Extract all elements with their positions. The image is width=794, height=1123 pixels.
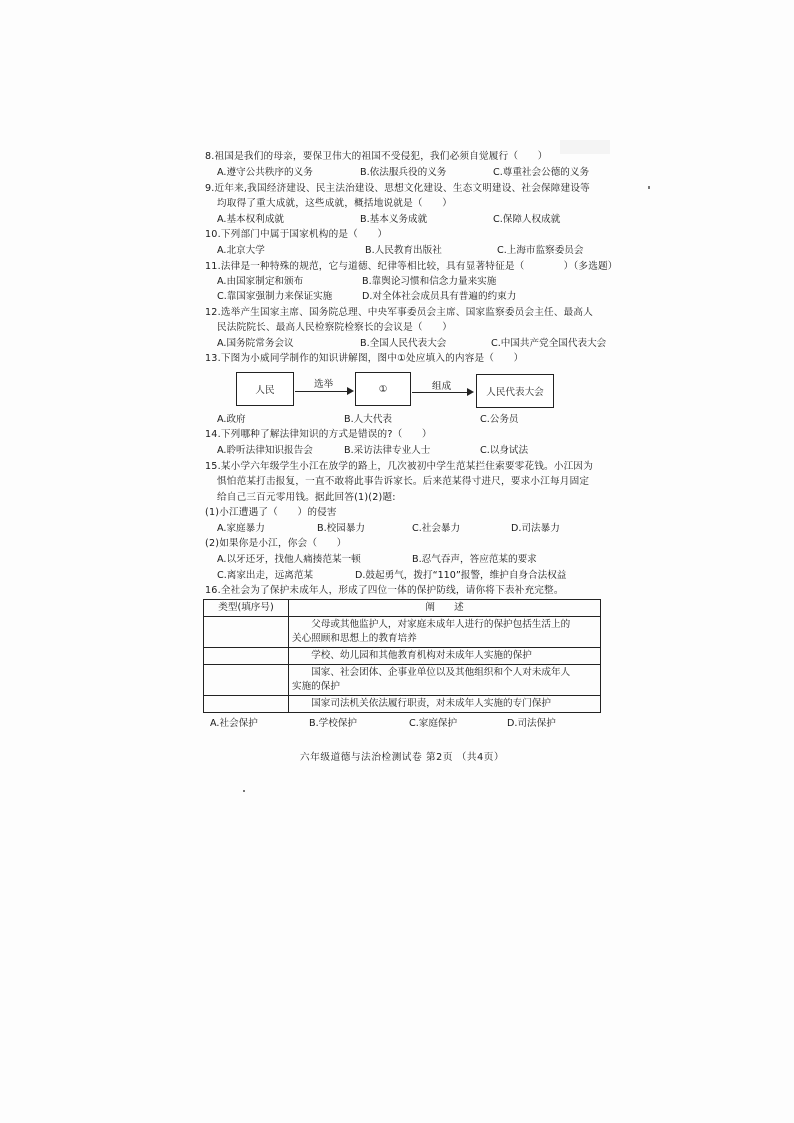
table-header-row bbox=[204, 600, 601, 617]
q12-stem-line2: 民法院院长、最高人民检察院检察长的会议是（ ） bbox=[217, 322, 453, 333]
table-type-cell[interactable] bbox=[204, 617, 289, 648]
q8-option-a[interactable]: A.遵守公共秩序的义务 bbox=[217, 167, 313, 178]
q11-stem: 11.法律是一种特殊的规范，它与道德、纪律等相比较，具有显著特征是（ ）（多选题） bbox=[205, 261, 618, 272]
table-desc-cell bbox=[289, 696, 601, 713]
table-row bbox=[204, 617, 601, 648]
q15-sub2-option-d[interactable]: D.鼓起勇气，拨打“110”报警，维护自身合法权益 bbox=[355, 570, 567, 581]
diagram-arrow-elect-label: 选举 bbox=[314, 379, 334, 390]
q12-option-a[interactable]: A.国务院常务会议 bbox=[217, 338, 294, 349]
q9-option-a[interactable]: A.基本权利成就 bbox=[217, 214, 285, 225]
table-type-cell[interactable] bbox=[204, 648, 289, 665]
q15-sub1-option-a[interactable]: A.家庭暴力 bbox=[217, 523, 265, 534]
q9-option-c[interactable]: C.保障人权成就 bbox=[493, 214, 561, 225]
table-header-type: 类型(填序号) bbox=[204, 600, 289, 617]
q15-sub2-option-c[interactable]: C.离家出走，远离范某 bbox=[217, 570, 314, 581]
table-type-cell[interactable] bbox=[204, 696, 289, 713]
q13-option-b[interactable]: B.人大代表 bbox=[344, 414, 393, 425]
q11-option-a[interactable]: A.由国家制定和颁布 bbox=[217, 276, 304, 287]
diagram-box-congress bbox=[476, 374, 554, 408]
q11-option-c[interactable]: C.靠国家强制力来保证实施 bbox=[217, 291, 333, 302]
table-desc-cell bbox=[289, 665, 601, 696]
table-desc-cell bbox=[289, 648, 601, 665]
q13-option-a[interactable]: A.政府 bbox=[217, 414, 246, 425]
q15-stem-line1: 15.某小学六年级学生小江在放学的路上，几次被初中学生范某拦住索要零花钱。小江因为 bbox=[205, 461, 594, 472]
diagram-box-blank bbox=[355, 372, 411, 406]
q15-sub1-option-d[interactable]: D.司法暴力 bbox=[511, 523, 560, 534]
q10-option-a[interactable]: A.北京大学 bbox=[217, 245, 265, 256]
diagram-arrowhead-elect bbox=[347, 387, 354, 395]
table-header-desc: 阐 述 bbox=[289, 600, 601, 617]
q11-option-d[interactable]: D.对全体社会成员具有普遍的约束力 bbox=[362, 291, 517, 302]
q15-sub2-option-b[interactable]: B.忍气吞声，答应范某的要求 bbox=[412, 554, 537, 565]
q16-option-b[interactable]: B.学校保护 bbox=[309, 718, 358, 729]
q15-sub1-stem: (1)小江遭遇了（ ）的侵害 bbox=[205, 507, 337, 518]
q14-stem: 14.下列哪种了解法律知识的方式是错误的?（ ） bbox=[205, 429, 432, 440]
q16-option-d[interactable]: D.司法保护 bbox=[507, 718, 556, 729]
table-desc-line: 国家、社会团体、企事业单位以及其他组织和个人对未成年人 bbox=[311, 667, 571, 678]
q8-stem: 8.祖国是我们的母亲，要保卫伟大的祖国不受侵犯，我们必须自觉履行（ ） bbox=[205, 151, 548, 162]
table-row bbox=[204, 665, 601, 696]
scan-speck bbox=[243, 790, 245, 792]
q14-option-c[interactable]: C.以身试法 bbox=[480, 445, 529, 456]
table-desc-line: 父母或其他监护人，对家庭未成年人进行的保护包括生活上的 bbox=[311, 619, 571, 630]
q11-option-b[interactable]: B.靠舆论习惯和信念力量来实施 bbox=[362, 276, 497, 287]
q14-option-b[interactable]: B.采访法律专业人士 bbox=[344, 445, 431, 456]
diagram-arrow-elect bbox=[295, 391, 347, 392]
q10-option-b[interactable]: B.人民教育出版社 bbox=[365, 245, 442, 256]
q15-stem-line2: 惧怕范某打击报复，一直不敢将此事告诉家长。后来范某得寸进尺，要求小江每月固定 bbox=[217, 476, 590, 487]
q15-sub1-option-b[interactable]: B.校园暴力 bbox=[317, 523, 366, 534]
scan-speck bbox=[648, 186, 650, 189]
diagram-box-congress-label: 人民代表大会 bbox=[486, 387, 544, 398]
diagram-box-people bbox=[236, 372, 294, 406]
table-row bbox=[204, 696, 601, 713]
table-type-cell[interactable] bbox=[204, 665, 289, 696]
q15-sub2-stem: (2)如果你是小江，你会（ ） bbox=[205, 538, 347, 549]
q15-sub1-option-c[interactable]: C.社会暴力 bbox=[412, 523, 461, 534]
q12-stem-line1: 12.选举产生国家主席、国务院总理、中央军事委员会主席、国家监察委员会主任、最高人 bbox=[205, 307, 594, 318]
q16-stem: 16.全社会为了保护未成年人，形成了四位一体的保护防线，请你将下表补充完整。 bbox=[205, 585, 564, 596]
protection-table bbox=[203, 599, 601, 713]
table-desc-line: 实施的保护 bbox=[292, 681, 340, 692]
q9-stem-line1: 9.近年来,我国经济建设、民主法治建设、思想文化建设、生态文明建设、社会保障建设等 bbox=[205, 183, 590, 194]
diagram-arrow-form bbox=[412, 392, 467, 393]
q10-option-c[interactable]: C.上海市监察委员会 bbox=[497, 245, 584, 256]
q13-option-c[interactable]: C.公务员 bbox=[480, 414, 519, 425]
scan-shadow bbox=[560, 140, 610, 154]
page-footer: 六年级道德与法治检测试卷 第2页 （共4页） bbox=[300, 752, 505, 763]
q12-option-c[interactable]: C.中国共产党全国代表大会 bbox=[491, 338, 607, 349]
q15-sub2-option-a[interactable]: A.以牙还牙，找他人痛揍范某一顿 bbox=[217, 554, 361, 565]
q14-option-a[interactable]: A.聆听法律知识报告会 bbox=[217, 445, 313, 456]
diagram-arrowhead-form bbox=[467, 388, 474, 396]
q10-stem: 10.下列部门中属于国家机构的是（ ） bbox=[205, 229, 388, 240]
diagram-arrow-form-label: 组成 bbox=[432, 381, 452, 392]
table-desc-cell bbox=[289, 617, 601, 648]
diagram-box-blank-label: ① bbox=[378, 383, 388, 395]
q16-option-a[interactable]: A.社会保护 bbox=[210, 718, 258, 729]
q9-option-b[interactable]: B.基本义务成就 bbox=[360, 214, 428, 225]
q8-option-b[interactable]: B.依法服兵役的义务 bbox=[360, 167, 447, 178]
table-desc-line: 学校、幼儿园和其他教育机构对未成年人实施的保护 bbox=[311, 650, 532, 661]
q8-option-c[interactable]: C.尊重社会公德的义务 bbox=[493, 167, 590, 178]
q15-stem-line3: 给自己三百元零用钱。据此回答(1)(2)题: bbox=[217, 492, 396, 503]
table-desc-line: 关心照顾和思想上的教育培养 bbox=[292, 633, 417, 644]
q13-stem: 13.下图为小威同学制作的知识讲解图，图中①处应填入的内容是（ ） bbox=[205, 353, 524, 364]
table-desc-line: 国家司法机关依法履行职责，对未成年人实施的专门保护 bbox=[311, 698, 552, 709]
diagram-box-people-label: 人民 bbox=[255, 385, 275, 396]
q16-option-c[interactable]: C.家庭保护 bbox=[409, 718, 458, 729]
q9-stem-line2: 均取得了重大成就，这些成就，概括地说就是（ ） bbox=[217, 198, 453, 209]
table-row bbox=[204, 648, 601, 665]
q12-option-b[interactable]: B.全国人民代表大会 bbox=[360, 338, 447, 349]
